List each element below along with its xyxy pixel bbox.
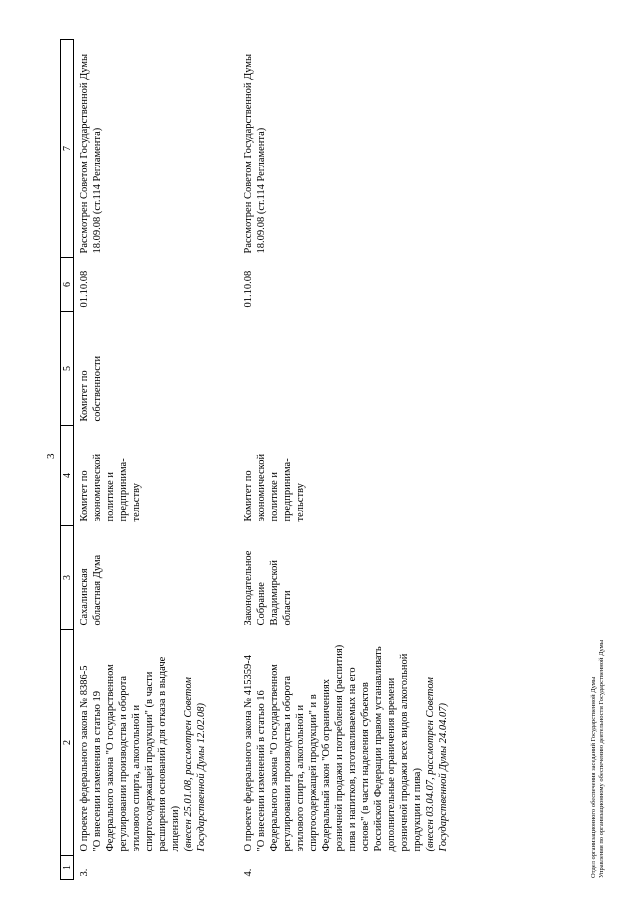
column-number: 1 <box>61 856 74 880</box>
row-number: 4. <box>243 868 254 877</box>
table-row <box>74 40 239 880</box>
column-number-row <box>61 40 74 880</box>
column-number: 2 <box>61 630 74 856</box>
footer <box>590 640 606 878</box>
page-number: 3 <box>45 453 57 459</box>
column-number: 4 <box>61 426 74 526</box>
column-number: 5 <box>61 312 74 426</box>
bill-title: "О внесении изменений в статью 16 Федерального закона "О государственном регулировании производства и оборота этилового спирта, алкогольной и спиртосодержащей продукции" и в Федеральный закон "Об ограничениях розничной продажи и потребления (распития) пива и напитков, изготавливаемых на его основе" (в части наделения субъектов Российской Федерации правом устанавливать дополнительные ограничения времени розничной продажи всех видов алкогольной продукции и пива) <box>256 644 423 852</box>
co-committee-cell <box>238 312 482 426</box>
status-note-cell: Рассмотрен Советом Государственной Думы 18.09.08 (ст.114 Регламента) <box>243 53 267 254</box>
initiator-cell: Законодательное Собрание Владимирской области <box>243 550 293 626</box>
bill-title: "О внесении изменения в статью 19 Федерального закона "О государственном регулировании производства и оборота этилового спирта, алкогольной и спиртосодержащей продукции" (в части расширения оснований для отказа в выдаче лицензии) <box>92 656 181 852</box>
bill-number: О проекте федерального закона № 415359-4 <box>243 654 254 852</box>
footer-line: Отдел организационного обеспечения заседаний Государственной Думы <box>590 676 597 878</box>
bill-submission-note: (внесен 03.04.07, рассмотрен Советом Государственной Думы 24.04.07) <box>425 677 449 852</box>
table-row <box>238 40 482 880</box>
agenda-table <box>60 39 482 880</box>
bill-submission-note: (внесен 25.01.08, рассмотрен Советом Государственной Думы 12.02.08) <box>183 677 207 852</box>
footer-line: Управления по организационному обеспечению деятельности Государственной Думы <box>598 639 605 878</box>
date-cell: 01.10.08 <box>79 270 90 308</box>
bill-description-cell <box>238 630 482 856</box>
bill-description-cell <box>74 630 239 856</box>
responsible-committee-cell: Комитет по экономической политике и предпринима-тельству <box>79 453 142 522</box>
co-committee-cell: Комитет по собственности <box>79 355 103 422</box>
column-number: 6 <box>61 258 74 312</box>
row-number: 3. <box>79 868 90 877</box>
responsible-committee-cell: Комитет по экономической политике и предпринима-тельству <box>243 453 306 522</box>
bill-number: О проекте федерального закона № 8386-5 <box>79 665 90 852</box>
status-note-cell: Рассмотрен Советом Государственной Думы 18.09.08 (ст.114 Регламента) <box>79 53 103 254</box>
column-number: 3 <box>61 526 74 630</box>
initiator-cell: Сахалинская областная Дума <box>79 554 103 626</box>
date-cell: 01.10.08 <box>243 270 254 308</box>
column-number: 7 <box>61 40 74 258</box>
